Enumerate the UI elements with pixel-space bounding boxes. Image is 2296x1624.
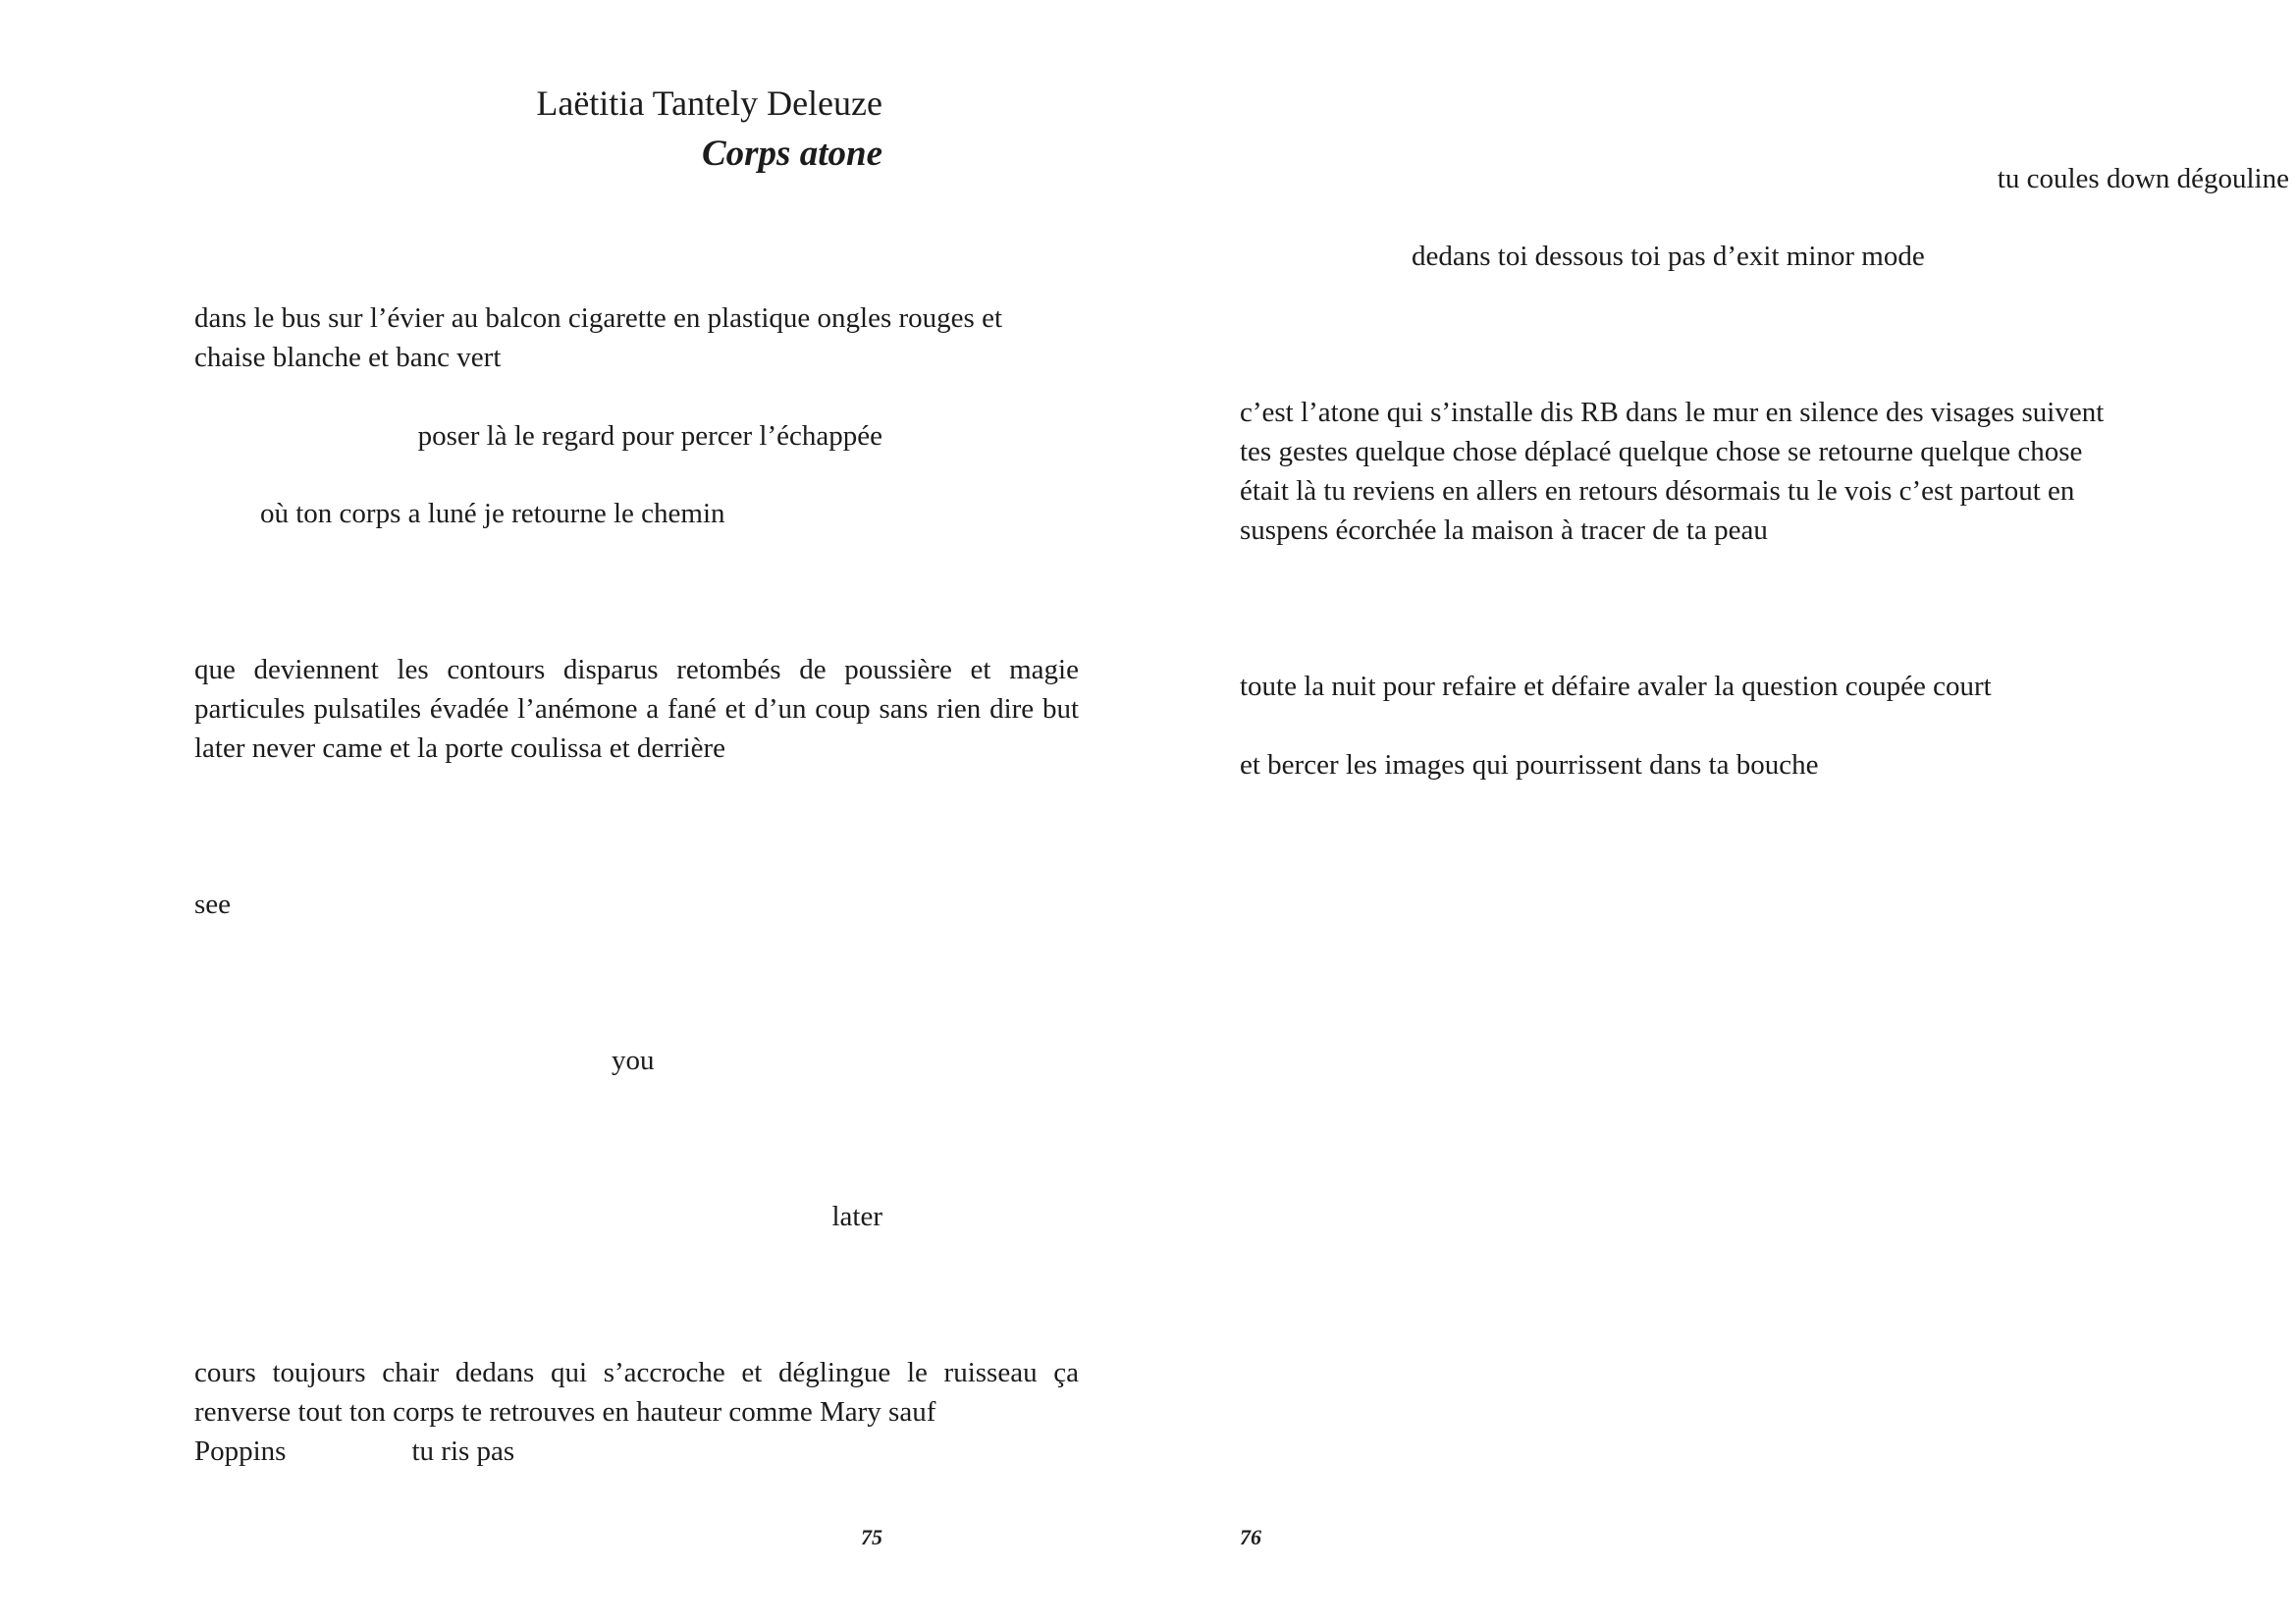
right-page [1148,0,2296,1624]
word-poppins: Poppins [194,1435,287,1467]
stanza-contours: que deviennent les contours disparus retombés de poussière et magie particules pulsatiles évadée l’anémone a fané et d’un coup sans rien dire but later never came et la porte coulissa et derrière [194,654,1079,764]
poem-title: Corps atone [701,134,882,174]
page-number-right: 76 [1240,1525,1261,1549]
phrase-tu-ris-pas: tu ris pas [411,1435,515,1467]
stanza-cours: cours toujours chair dedans qui s’accroche et déglingue le ruisseau ça renverse tout ton corps te retrouves en hauteur comme Mary sauf [194,1357,1079,1428]
author-name: Laëtitia Tantely Deleuze [536,83,882,123]
line-toute-la-nuit: toute la nuit pour refaire et défaire avaler la question coupée court [1240,671,1992,702]
stanza-cours-last-line [194,1432,514,1471]
line-tu-coules: tu coules down dégouline [1997,163,2289,194]
word-you: you [612,1045,655,1076]
line-ou-ton-corps: où ton corps a luné je retourne le chemin [260,498,725,529]
line-bercer: et bercer les images qui pourrissent dans ta bouche [1240,749,1819,781]
line-dedans-toi: dedans toi dessous toi pas d’exit minor mode [1412,241,1925,272]
line-poser: poser là le regard pour percer l’échappée [417,420,882,452]
stanza-atone: c’est l’atone qui s’installe dis RB dans le mur en silence des visages suivent tes gestes quelque chose déplacé quelque chose se retourne quelque chose était là tu reviens en allers en retours désormais tu le vois c’est partout en suspens écorchée la maison à tracer de ta peau [1240,397,2105,546]
page-number-left: 75 [861,1525,882,1549]
stanza-bus: dans le bus sur l’évier au balcon cigarette en plastique ongles rouges et chaise blanche et banc vert [194,302,1003,373]
word-later: later [831,1201,882,1232]
word-see: see [194,889,232,920]
